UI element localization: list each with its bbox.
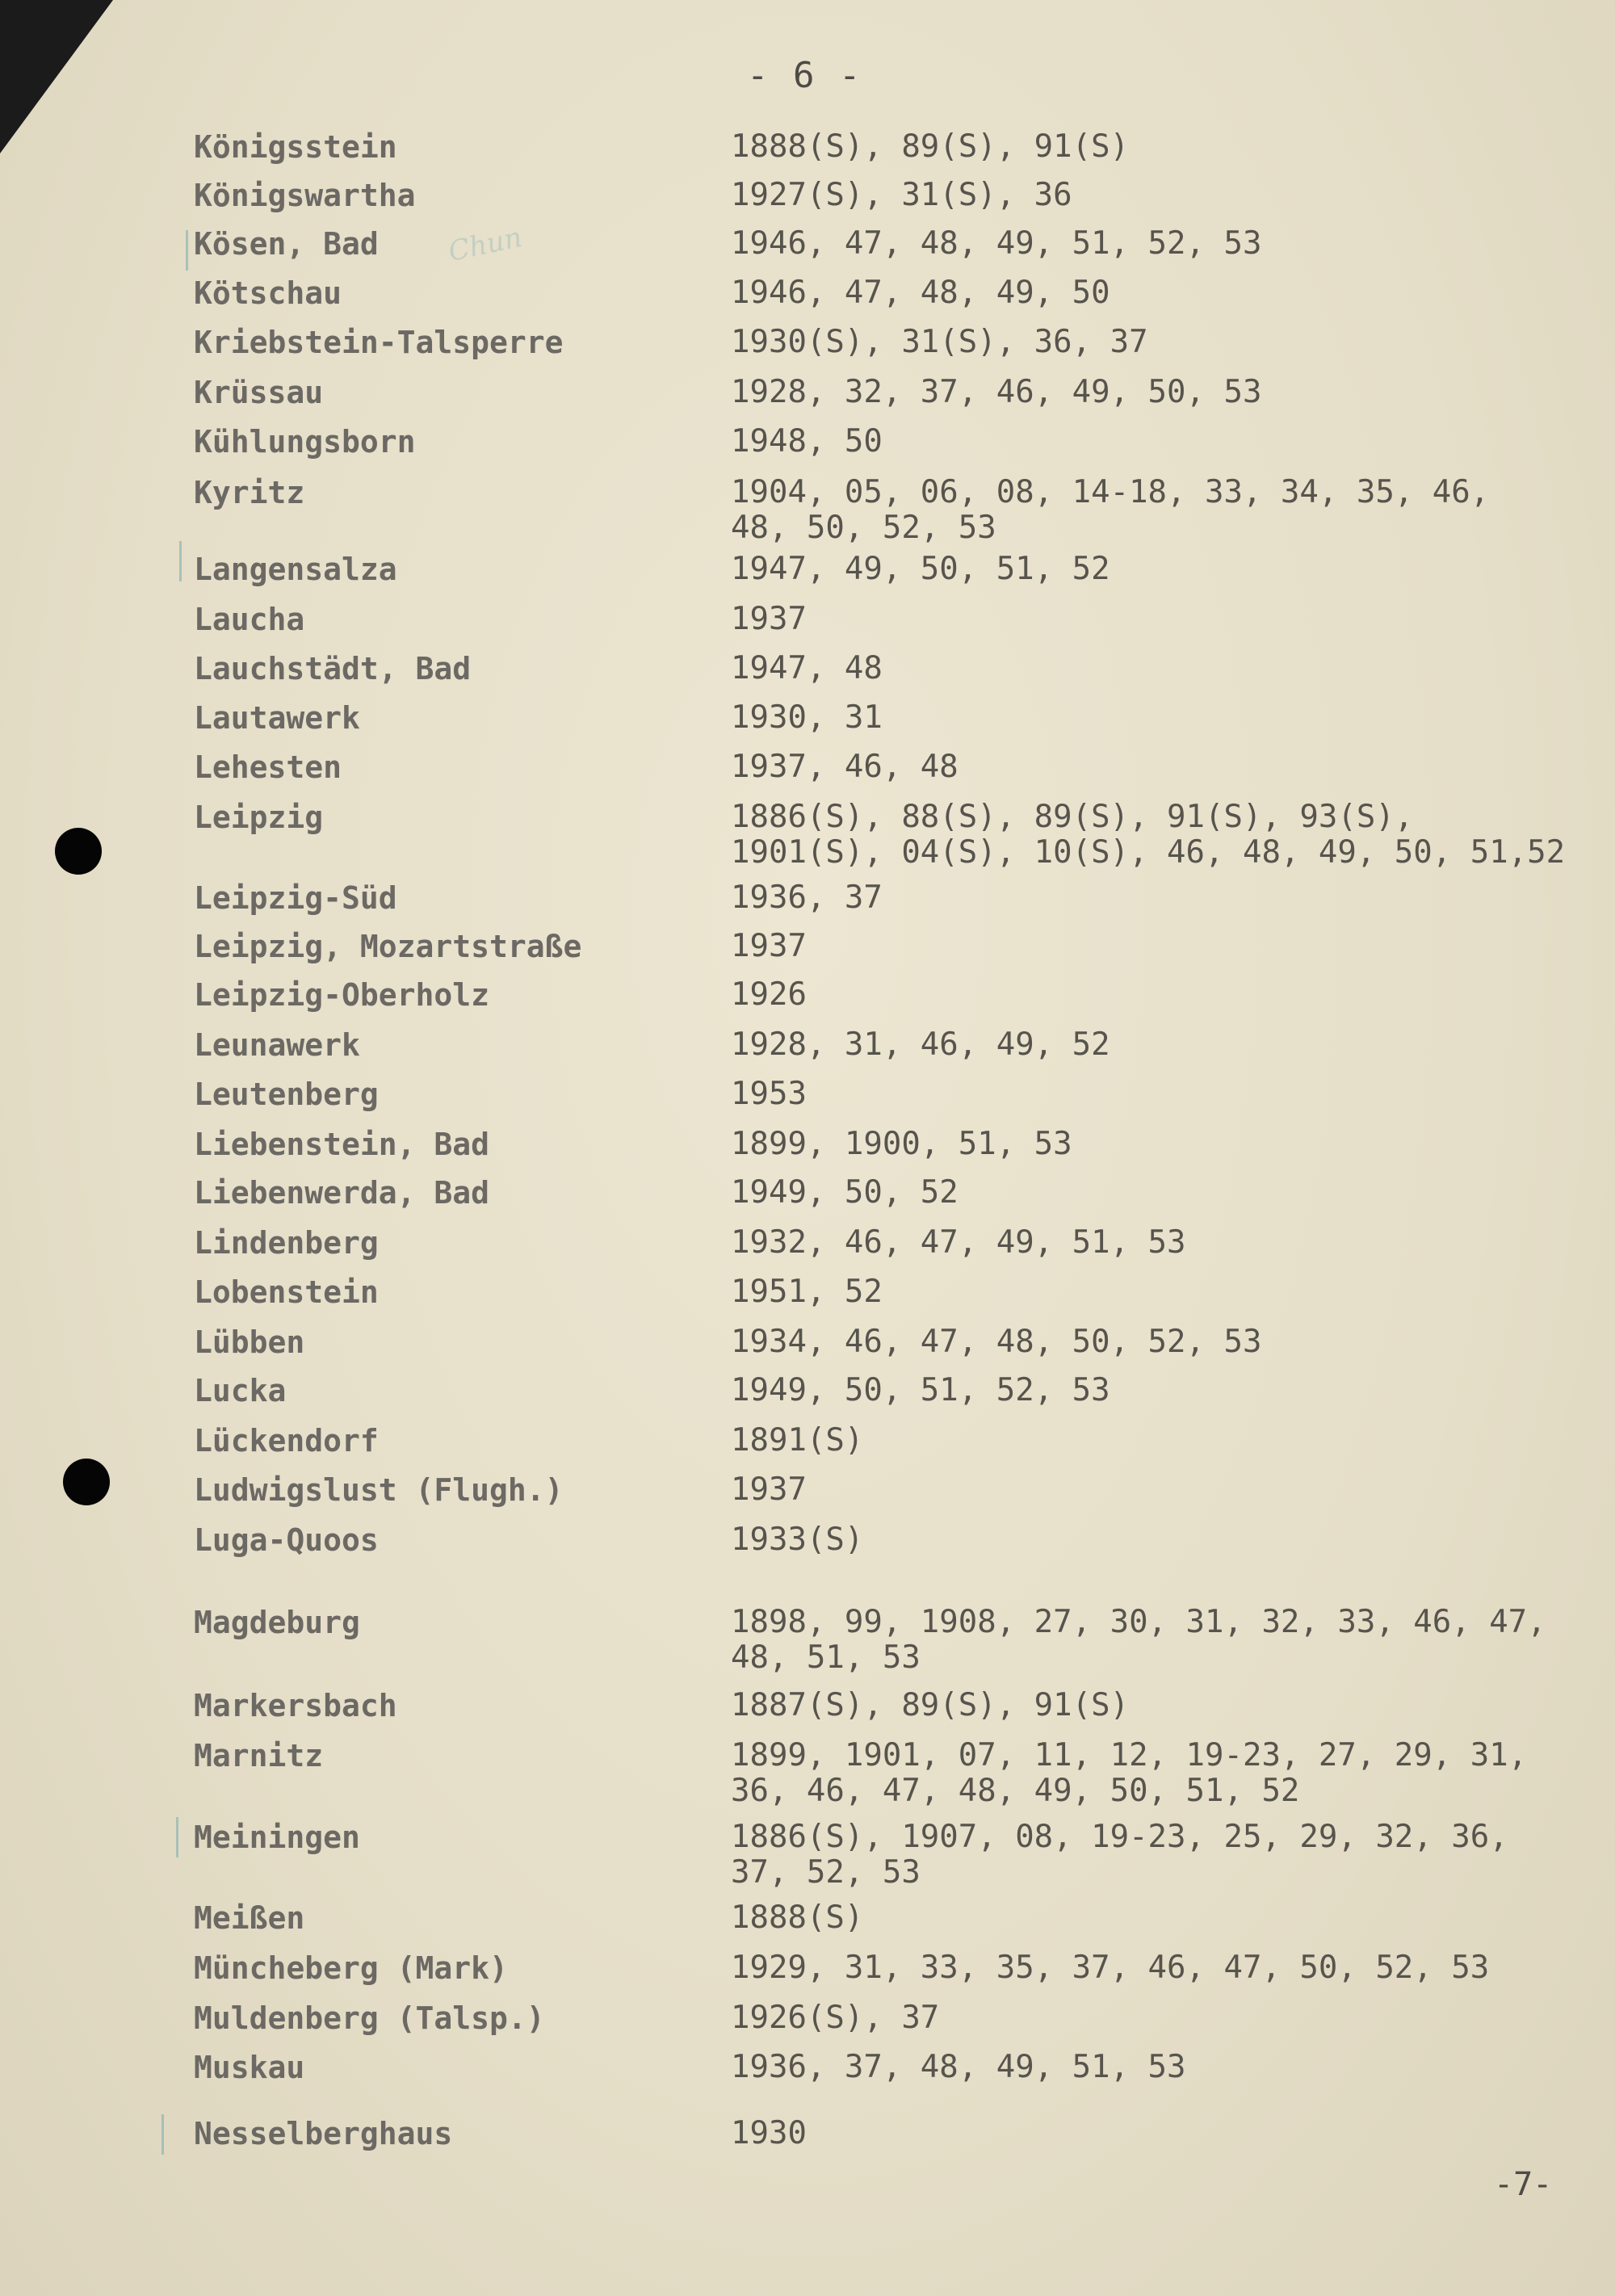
place-name: Langensalza: [194, 552, 397, 587]
observation-years: 1937: [731, 1471, 807, 1508]
place-name: Meißen: [194, 1900, 305, 1936]
observation-years: 1886(S), 1907, 08, 19-23, 25, 29, 32, 36, 37, 52, 53: [731, 1819, 1508, 1891]
place-name: Lindenberg: [194, 1225, 379, 1261]
place-name: Laucha: [194, 602, 305, 637]
observation-years: 1898, 99, 1908, 27, 30, 31, 32, 33, 46, 47, 48, 51, 53: [731, 1604, 1546, 1676]
place-name: Meiningen: [194, 1820, 360, 1855]
observation-years: 1949, 50, 52: [731, 1174, 959, 1211]
margin-mark: [162, 2114, 164, 2155]
observation-years: 1930: [731, 2115, 807, 2151]
observation-years: 1937: [731, 928, 807, 964]
margin-mark: [186, 230, 188, 271]
punch-hole: [63, 1459, 110, 1505]
observation-years: 1937: [731, 601, 807, 637]
observation-years: 1904, 05, 06, 08, 14-18, 33, 34, 35, 46, 48, 50, 52, 53: [731, 474, 1490, 546]
place-name: Ludwigslust (Flugh.): [194, 1472, 564, 1508]
place-name: Königswartha: [194, 178, 416, 213]
observation-years: 1926: [731, 976, 807, 1013]
place-name: Leipzig, Mozartstraße: [194, 929, 582, 964]
place-name: Luga-Quoos: [194, 1522, 379, 1558]
place-name: Müncheberg (Mark): [194, 1950, 508, 1986]
place-name: Lübben: [194, 1324, 305, 1360]
observation-years: 1888(S): [731, 1899, 864, 1936]
place-name: Leunawerk: [194, 1027, 360, 1063]
place-name: Muldenberg (Talsp.): [194, 2000, 545, 2036]
observation-years: 1887(S), 89(S), 91(S): [731, 1687, 1130, 1723]
place-name: Königsstein: [194, 129, 397, 165]
place-name: Kühlungsborn: [194, 424, 416, 460]
observation-years: 1927(S), 31(S), 36: [731, 177, 1072, 213]
place-name: Lobenstein: [194, 1274, 379, 1310]
observation-years: 1891(S): [731, 1422, 864, 1459]
observation-years: 1926(S), 37: [731, 2000, 940, 2036]
place-name: Lehesten: [194, 749, 342, 785]
observation-years: 1934, 46, 47, 48, 50, 52, 53: [731, 1324, 1262, 1360]
place-name: Leipzig-Oberholz: [194, 977, 490, 1013]
place-name: Markersbach: [194, 1688, 397, 1723]
observation-years: 1949, 50, 51, 52, 53: [731, 1372, 1110, 1408]
observation-years: 1933(S): [731, 1522, 864, 1558]
place-name: Lückendorf: [194, 1423, 379, 1459]
observation-years: 1928, 32, 37, 46, 49, 50, 53: [731, 374, 1262, 410]
observation-years: 1936, 37, 48, 49, 51, 53: [731, 2049, 1186, 2085]
observation-years: 1886(S), 88(S), 89(S), 91(S), 93(S), 1901(S), 04(S), 10(S), 46, 48, 49, 50, 51,52: [731, 799, 1566, 871]
place-name: Leipzig: [194, 800, 324, 835]
observation-years: 1930(S), 31(S), 36, 37: [731, 324, 1148, 360]
next-page-marker: -7-: [1494, 2166, 1553, 2203]
observation-years: 1888(S), 89(S), 91(S): [731, 128, 1130, 165]
observation-years: 1947, 48: [731, 650, 883, 686]
place-name: Lauchstädt, Bad: [194, 651, 472, 686]
observation-years: 1930, 31: [731, 699, 883, 736]
observation-years: 1899, 1900, 51, 53: [731, 1126, 1072, 1162]
observation-years: 1948, 50: [731, 423, 883, 460]
place-name: Lucka: [194, 1373, 287, 1408]
place-name: Lautawerk: [194, 700, 360, 736]
margin-mark: [176, 1817, 178, 1857]
place-name: Kriebstein-Talsperre: [194, 325, 564, 360]
punch-hole: [55, 828, 102, 875]
place-name: Liebenwerda, Bad: [194, 1175, 490, 1211]
pencil-annotation: Chun: [445, 220, 525, 269]
place-name: Kötschau: [194, 275, 342, 311]
place-name: Nesselberghaus: [194, 2116, 453, 2151]
place-name: Leipzig-Süd: [194, 880, 397, 916]
observation-years: 1951, 52: [731, 1274, 883, 1310]
page-number: - 6 -: [747, 55, 862, 96]
observation-years: 1936, 37: [731, 879, 883, 916]
observation-years: 1899, 1901, 07, 11, 12, 19-23, 27, 29, 31, 36, 46, 47, 48, 49, 50, 51, 52: [731, 1737, 1528, 1809]
observation-years: 1946, 47, 48, 49, 51, 52, 53: [731, 225, 1262, 262]
place-name: Kösen, Bad: [194, 226, 379, 262]
observation-years: 1932, 46, 47, 49, 51, 53: [731, 1224, 1186, 1261]
place-name: Marnitz: [194, 1738, 324, 1773]
torn-corner: [0, 0, 113, 153]
observation-years: 1947, 49, 50, 51, 52: [731, 551, 1110, 587]
margin-mark: [179, 541, 182, 581]
observation-years: 1953: [731, 1076, 807, 1112]
observation-years: 1937, 46, 48: [731, 749, 959, 785]
observation-years: 1946, 47, 48, 49, 50: [731, 275, 1110, 311]
place-name: Kyritz: [194, 475, 305, 510]
place-name: Magdeburg: [194, 1605, 360, 1640]
observation-years: 1928, 31, 46, 49, 52: [731, 1026, 1110, 1063]
place-name: Muskau: [194, 2050, 305, 2085]
place-name: Krüssau: [194, 375, 324, 410]
place-name: Liebenstein, Bad: [194, 1127, 490, 1162]
place-name: Leutenberg: [194, 1077, 379, 1112]
observation-years: 1929, 31, 33, 35, 37, 46, 47, 50, 52, 53: [731, 1950, 1490, 1986]
